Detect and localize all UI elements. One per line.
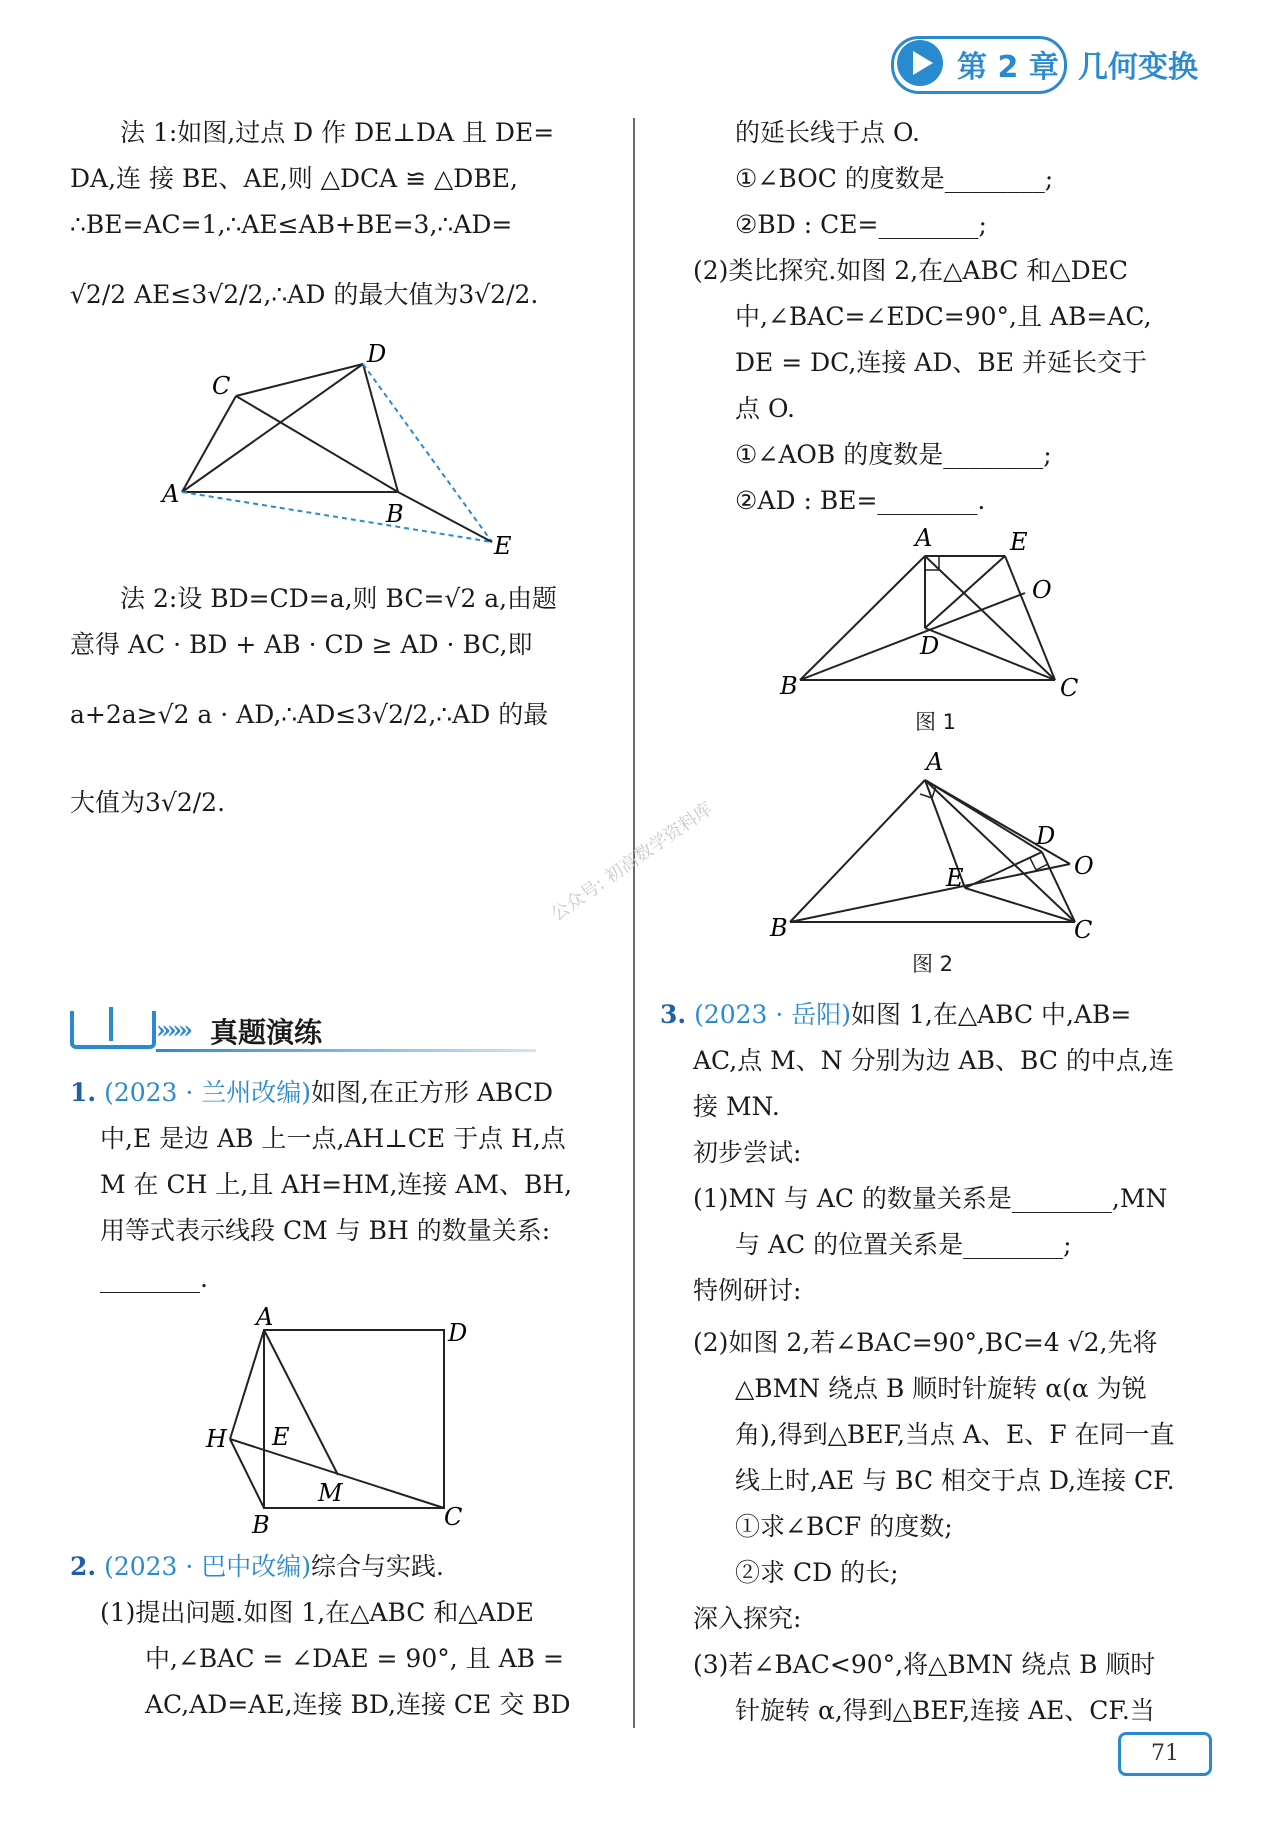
q3-line-4: 初步尝试: (693, 1138, 802, 1167)
page-number: 71 (1118, 1732, 1212, 1776)
q2c-line-9: ②AD : BE=________. (735, 486, 986, 515)
fig1-label-O: O (1032, 576, 1052, 604)
q3-source: (2023 · 岳阳) (694, 1000, 852, 1029)
label-B: B (386, 500, 404, 528)
q3-line-6: 与 AC 的位置关系是________; (735, 1230, 1072, 1259)
chapter-title: 几何变换 (1078, 50, 1198, 85)
q3-line-8: (2)如图 2,若∠BAC=90°,BC=4 √2,先将 (693, 1328, 1158, 1357)
q3-line-14: 深入探究: (693, 1604, 802, 1633)
q1-line-1: 如图,在正方形 ABCD (311, 1078, 554, 1107)
figure-q1-square (200, 1305, 490, 1545)
m2-line-4: 大值为3√2/2. (70, 788, 226, 817)
q1-label-D: D (448, 1319, 468, 1347)
watermark: 公众号: 初高数学资料库 (547, 798, 717, 926)
q2c-line-6: DE = DC,连接 AD、BE 并延长交于 (735, 348, 1147, 377)
m1-line-3: ∴BE=AC=1,∴AE≤AB+BE=3,∴AD= (70, 210, 513, 239)
q3-line-2: AC,点 M、N 分别为边 AB、BC 的中点,连 (693, 1046, 1174, 1075)
label-D: D (367, 340, 387, 368)
q2-line-2: (1)提出问题.如图 1,在△ABC 和△ADE (100, 1598, 534, 1627)
m2-line-3: a+2a≥√2 a · AD,∴AD≤3√2/2,∴AD 的最 (70, 700, 549, 729)
m1-line-4: √2/2 AE≤3√2/2,∴AD 的最大值为3√2/2. (70, 280, 539, 309)
fig2-caption: 图 2 (912, 952, 954, 976)
book-icon (70, 1011, 156, 1049)
label-E: E (494, 532, 512, 560)
q3-line-7: 特例研讨: (693, 1276, 802, 1305)
label-A: A (162, 480, 180, 508)
q3-line-5: (1)MN 与 AC 的数量关系是________,MN (693, 1184, 1168, 1213)
q3-first-line (660, 998, 1131, 1032)
fig1-label-B: B (780, 672, 798, 698)
q3-line-16: 针旋转 α,得到△BEF,连接 AE、CF.当 (735, 1696, 1155, 1725)
q3-line-1: 如图 1,在△ABC 中,AB= (851, 1000, 1132, 1029)
q1-line-5: ________. (100, 1264, 208, 1293)
section-title: 真题演练 (210, 1016, 323, 1049)
section-underline (156, 1049, 536, 1052)
fig1-label-A: A (915, 528, 933, 552)
q2c-line-2: ①∠BOC 的度数是________; (735, 164, 1054, 193)
q1-label-C: C (444, 1503, 463, 1531)
fig2-label-A: A (926, 752, 944, 776)
q1-label-B: B (252, 1511, 270, 1539)
q1-line-3: M 在 CH 上,且 AH=HM,连接 AM、BH, (100, 1170, 573, 1199)
q3-line-13: ②求 CD 的长; (735, 1558, 899, 1587)
q2-number: 2. (70, 1552, 97, 1581)
q2-line-3: 中,∠BAC = ∠DAE = 90°, 且 AB = (145, 1644, 564, 1673)
q2c-line-7: 点 O. (735, 394, 795, 423)
fig2-label-B: B (770, 914, 788, 942)
q3-line-10: 角),得到△BEF,当点 A、E、F 在同一直 (735, 1420, 1175, 1449)
fig2-label-D: D (1036, 822, 1056, 850)
figure-q2-fig2 (760, 752, 1100, 952)
q1-line-4: 用等式表示线段 CM 与 BH 的数量关系: (100, 1216, 551, 1245)
q1-label-M: M (318, 1479, 343, 1507)
label-C: C (212, 372, 231, 400)
figure-method1 (150, 340, 550, 570)
q2-source: (2023 · 巴中改编) (104, 1552, 312, 1581)
q1-label-A: A (256, 1305, 274, 1331)
fig1-label-E: E (1010, 528, 1028, 556)
fig2-label-O: O (1074, 852, 1094, 880)
q2c-line-3: ②BD : CE=________; (735, 210, 987, 239)
play-icon (897, 40, 943, 86)
q3-line-11: 线上时,AE 与 BC 相交于点 D,连接 CF. (735, 1466, 1175, 1495)
chapter-number: 第 2 章 (957, 50, 1059, 85)
fig1-label-C: C (1060, 674, 1079, 698)
q1-label-E: E (272, 1423, 290, 1451)
q3-line-3: 接 MN. (693, 1092, 780, 1121)
m2-line-1: 法 2:设 BD=CD=a,则 BC=√2 a,由题 (120, 584, 558, 613)
fig1-caption: 图 1 (915, 710, 957, 734)
m1-line-1: 法 1:如图,过点 D 作 DE⊥DA 且 DE= (120, 118, 555, 147)
q1-source: (2023 · 兰州改编) (104, 1078, 312, 1107)
q2-first-line (70, 1550, 444, 1584)
arrows-icon: »»» (156, 1015, 189, 1044)
column-divider (633, 118, 635, 1728)
q3-line-12: ①求∠BCF 的度数; (735, 1512, 953, 1541)
q2c-line-8: ①∠AOB 的度数是________; (735, 440, 1052, 469)
q2c-line-4: (2)类比探究.如图 2,在△ABC 和△DEC (693, 256, 1128, 285)
fig2-label-C: C (1074, 916, 1093, 944)
q1-label-H: H (206, 1425, 227, 1453)
q2-line-4: AC,AD=AE,连接 BD,连接 CE 交 BD (145, 1690, 571, 1719)
m1-line-2: DA,连 接 BE、AE,则 △DCA ≌ △DBE, (70, 164, 518, 193)
q3-line-15: (3)若∠BAC<90°,将△BMN 绕点 B 顺时 (693, 1650, 1156, 1679)
q2c-line-1: 的延长线于点 O. (735, 118, 920, 147)
q3-number: 3. (660, 1000, 687, 1029)
q2c-line-5: 中,∠BAC=∠EDC=90°,且 AB=AC, (735, 302, 1152, 331)
section-header (70, 1005, 510, 1053)
fig1-label-D: D (920, 632, 940, 660)
figure-q2-fig1 (770, 528, 1100, 698)
q2-line-1: 综合与实践. (311, 1552, 444, 1581)
m2-line-2: 意得 AC · BD + AB · CD ≥ AD · BC,即 (70, 630, 533, 659)
q3-line-9: △BMN 绕点 B 顺时针旋转 α(α 为锐 (735, 1374, 1147, 1403)
fig2-label-E: E (946, 864, 964, 892)
q1-number: 1. (70, 1078, 97, 1107)
q1-line-2: 中,E 是边 AB 上一点,AH⊥CE 于点 H,点 (100, 1124, 566, 1153)
q1-first-line (70, 1076, 553, 1110)
